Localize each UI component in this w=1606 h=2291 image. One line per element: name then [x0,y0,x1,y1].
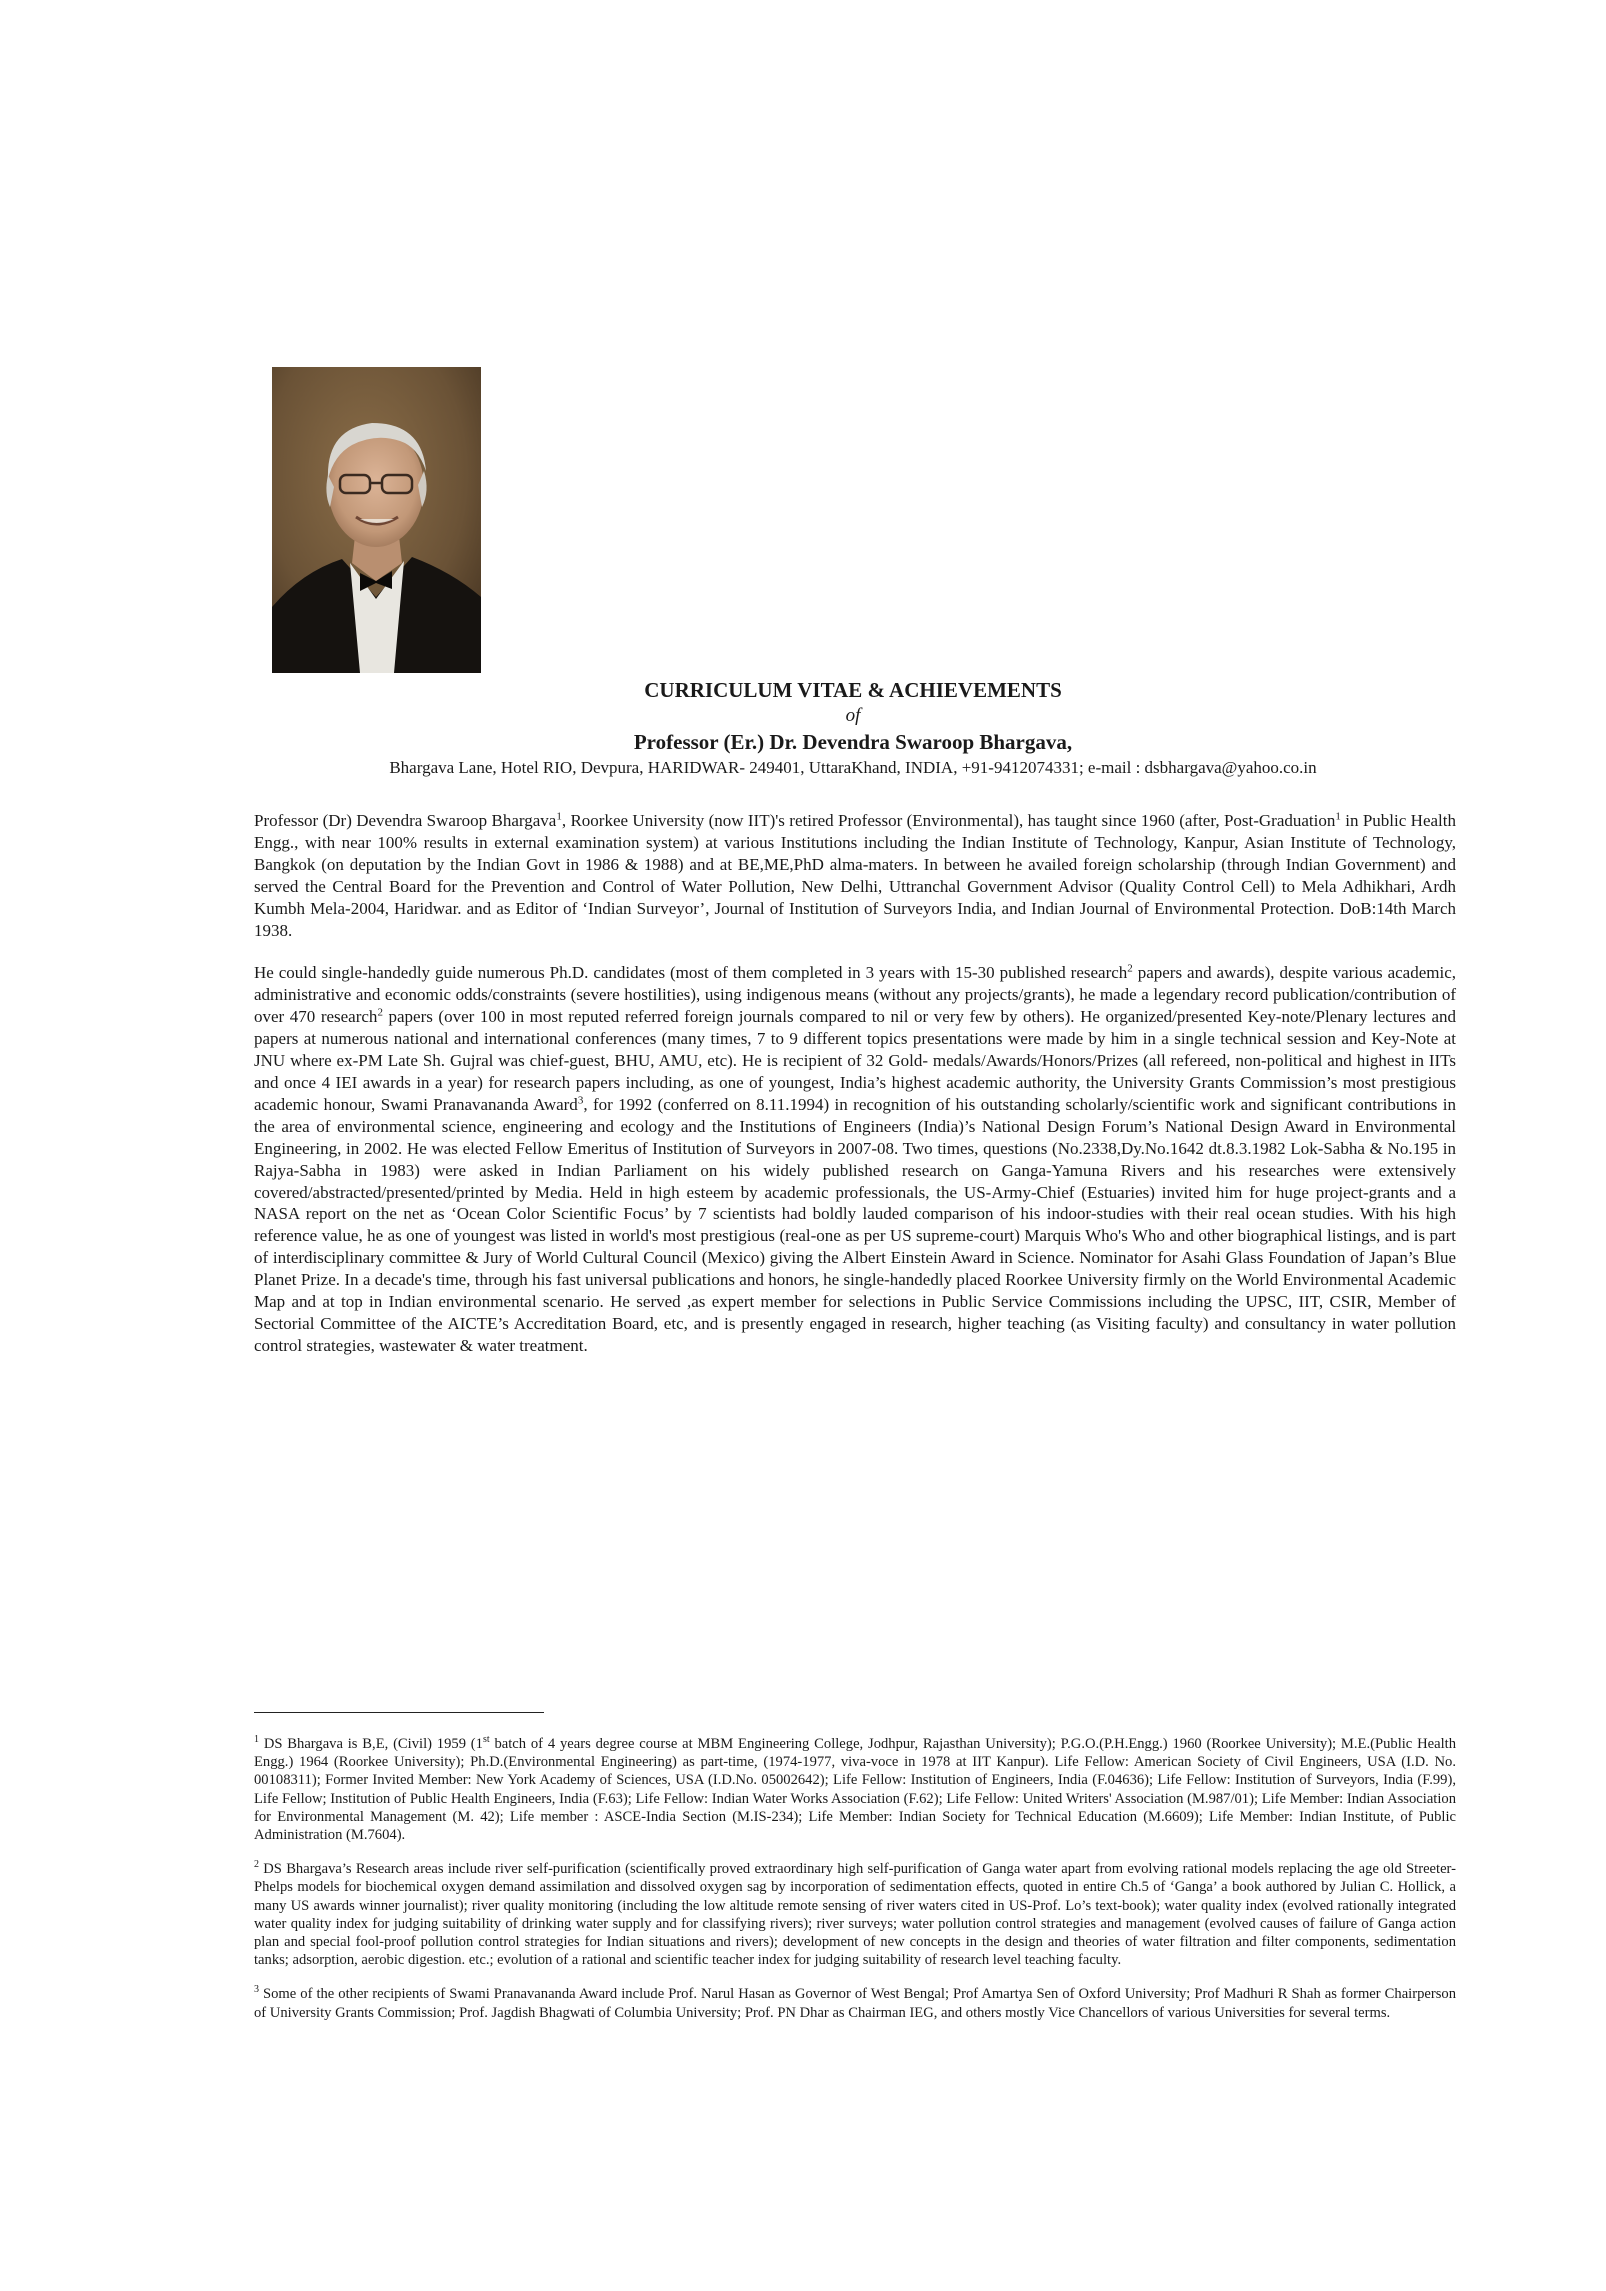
footnotes [254,1735,1456,2038]
of-label: of [845,705,861,726]
p1-text-c: in Public Health Engg., with near 100% results in external examination system) at various Institutions including the Indian Institute of Technology, Kanpur, Asian Institute of Technology, Bangkok (on deputation by the Indian Govt in 1986 & 1988) and at BE,ME,PhD alma-maters. In between he availed foreign scholarship (through Indian Government) and served the Central Board for the Prevention and Control of Water Pollution, New Delhi, Uttranchal Government Advisor (Quality Control Cell) to Mela Adhikhari, Ardh Kumbh Mela-2004, Haridwar. and as Editor of ‘Indian Surveyor’, Journal of Institution of Surveyors India, and Indian Journal of Environmental Protection. DoB:14th March 1938. [254,811,1456,940]
p1-text-b: , Roorkee University (now IIT)'s retired Professor (Environmental), has taught since 1960 (after, Post-Graduation [561,811,1336,830]
p2-text-d: , for 1992 (conferred on 8.11.1994) in recognition of his outstanding scholarly/scientific work and significant contributions in the area of environmental science, engineering and ecology and the Institutions of Engineers (India)’s National Design Forum’s National Design Award in Environmental Engineering, in 2002. He was elected Fellow Emeritus of Institution of Surveyors in 2007-08. Two times, questions (No.2338,Dy.No.1642 dt.8.3.1982 Lok-Sabha & No.195 in Rajya-Sabha in 1983) were asked in Indian Parliament on his widely published research on Ganga-Yamuna Rivers and his researches were extensively covered/abstracted/presented/printed by Media. Held in high esteem by academic professionals, the US-Army-Chief (Estuaries) invited him for huge project-grants and a NASA report on the net as ‘Ocean Color Scientific Focus’ by 7 scientists had boldly lauded comparison of his indoor-studies with their real ocean studies. With his high reference value, he as one of youngest was listed in world's most prestigious (real-one as per US supreme-court) Marquis Who's Who and other biographical listings, and is part of interdisciplinary committee & Jury of World Cultural Council (Mexico) giving the Albert Einstein Award in Science. Nominator for Asahi Glass Foundation of Japan’s Blue Planet Prize. In a decade's time, through his fast universal publications and honors, he single-handedly placed Roorkee University firmly on the World Environmental Academic Map and at top in Indian environmental scenario. He served ,as expert member for selections in Public Service Commissions including the UPSC, IIT, CSIR, Member of Sectorial Committee of the AICTE’s Accreditation Board, etc, and is presently engaged in research, higher teaching (as Visiting faculty) and consultancy in water pollution control strategies, wastewater & water treatment. [254,1094,1456,1355]
footnote-2-mark: 2 [254,1859,259,1871]
p2-text-a: He could single-handedly guide numerous Ph.D. candidates (most of them completed in 3 years with 15-30 published research [254,963,1128,983]
document-title: CURRICULUM VITAE & ACHIEVEMENTS [644,678,1062,702]
footnote-ref-3: 3 [577,1094,584,1107]
footnote-2 [254,1860,1456,1969]
footnote-divider [254,1712,544,1713]
paragraph-achievements [254,962,1456,1356]
document-header [200,676,1506,780]
cv-body [254,810,1456,1378]
footnote-1-text-a: DS Bhargava is B,E, (Civil) 1959 (1 [259,1736,483,1752]
footnote-ref-1b: 1 [1335,810,1341,823]
footnote-3 [254,1985,1456,2021]
paragraph-intro [254,810,1456,941]
footnote-2-text: DS Bhargava’s Research areas include river self-purification (scientifically proved extraordinary high self-purification of Ganga water apart from evolving rational models replacing the age old Streeter-Phelps models for biochemical oxygen demand assimilation and dissolved oxygen sag by incorporation of sedimentation effects, quoted in entire Ch.5 of ‘Ganga’ a book authored by Julian C. Hollick, a many US awards winner journalist); river quality monitoring (including the low altitude remote sensing of river waters cited in US-Prof. Lo’s text-book); water quality index (evolved rationally integrated water quality index for judging suitability of drinking water supply and for classifying rivers); river surveys; water pollution control strategies and management (evolved causes of failure of Ganga action plan and special fool-proof pollution control strategies for Indian situations and rivers); development of new concepts in the design and theories of water filtration and filter components, sedimentation tanks; adsorption, aerobic digestion. etc.; evolution of a rational and scientific teacher index for judging suitability of research level teaching faculty. [254,1861,1456,1969]
p2-text-b: papers and awards), despite various academic, administrative and economic odds/constraints (severe hostilities), using indigenous means (without any projects/grants), he made a legendary record publication/contribution of over 470 research [254,963,1456,1027]
portrait-icon [272,367,481,673]
p2-text-c: papers (over 100 in most reputed referred foreign journals compared to nil or very few by others). He organized/presented Key-note/Plenary lectures and papers at numerous national and international conferences (many times, 7 to 9 different topics presentations were made by him in a single technical session and Key-Note at JNU where ex-PM Late Sh. Gujral was chief-guest, BHU, AMU, etc). He is recipient of 32 Gold- medals/Awards/Honors/Prizes (all refereed, non-political and highest in IITs and once 4 IEI awards in a year) for research papers including, as one of youngest, India’s highest academic authority, the University Grants Commission’s most prestigious academic honour, Swami Pranavananda Award [254,1007,1456,1114]
footnote-1-ordinal: st [482,1734,490,1746]
footnote-1-mark: 1 [254,1734,259,1746]
footnote-ref-2: 2 [1127,962,1133,975]
portrait-photo [272,367,481,673]
person-name: Professor (Er.) Dr. Devendra Swaroop Bhargava, [633,730,1073,754]
footnote-ref-1: 1 [556,810,562,823]
footnote-3-mark: 3 [254,1984,259,1996]
contact-address: Bhargava Lane, Hotel RIO, Devpura, HARIDWAR- 249401, UttaraKhand, INDIA, +91-9412074331; e-mail : dsbhargava@yahoo.co.in [389,758,1317,777]
footnote-ref-2b: 2 [377,1006,383,1019]
footnote-3-text: Some of the other recipients of Swami Pranavananda Award include Prof. Narul Hasan as Governor of West Bengal; Prof Amartya Sen of Oxford University; Prof Madhuri R Shah as former Chairperson of University Grants Commission; Prof. Jagdish Bhagwati of Columbia University; Prof. PN Dhar as Chairman IEG, and others mostly Vice Chancellors of various Universities for several terms. [254,1986,1456,2021]
footnote-1 [254,1735,1456,1844]
footnote-1-text-b: batch of 4 years degree course at MBM Engineering College, Jodhpur, Rajasthan University); P.G.O.(P.H.Engg.) 1960 (Roorkee University); M.E.(Public Health Engg.) 1964 (Roorkee University); Ph.D.(Environmental Engineering) as part-time, (1974-1977, viva-voce in 1978 at IIT Kanpur). Life Fellow: American Society of Civil Engineers, USA (I.D. No. 00108311); Former Invited Member: New York Academy of Sciences, USA (I.D.No. 05002642); Life Fellow: Institution of Engineers, India (F.04636); Life Fellow: Institution of Surveyors, India (F.99), Life Fellow; Institution of Public Health Engineers, India (F.63); Life Fellow: Indian Water Works Association (F.62); Life Fellow: United Writers' Association (M.987/01); Life Member: Indian Association for Environmental Management (M. 42); Life member : ASCE-India Section (M.IS-234); Life Member: Indian Society for Technical Education (M.6609); Life Member: Indian Institute, of Public Administration (M.7604). [254,1736,1456,1844]
p1-text-a: Professor (Dr) Devendra Swaroop Bhargava [254,811,557,830]
